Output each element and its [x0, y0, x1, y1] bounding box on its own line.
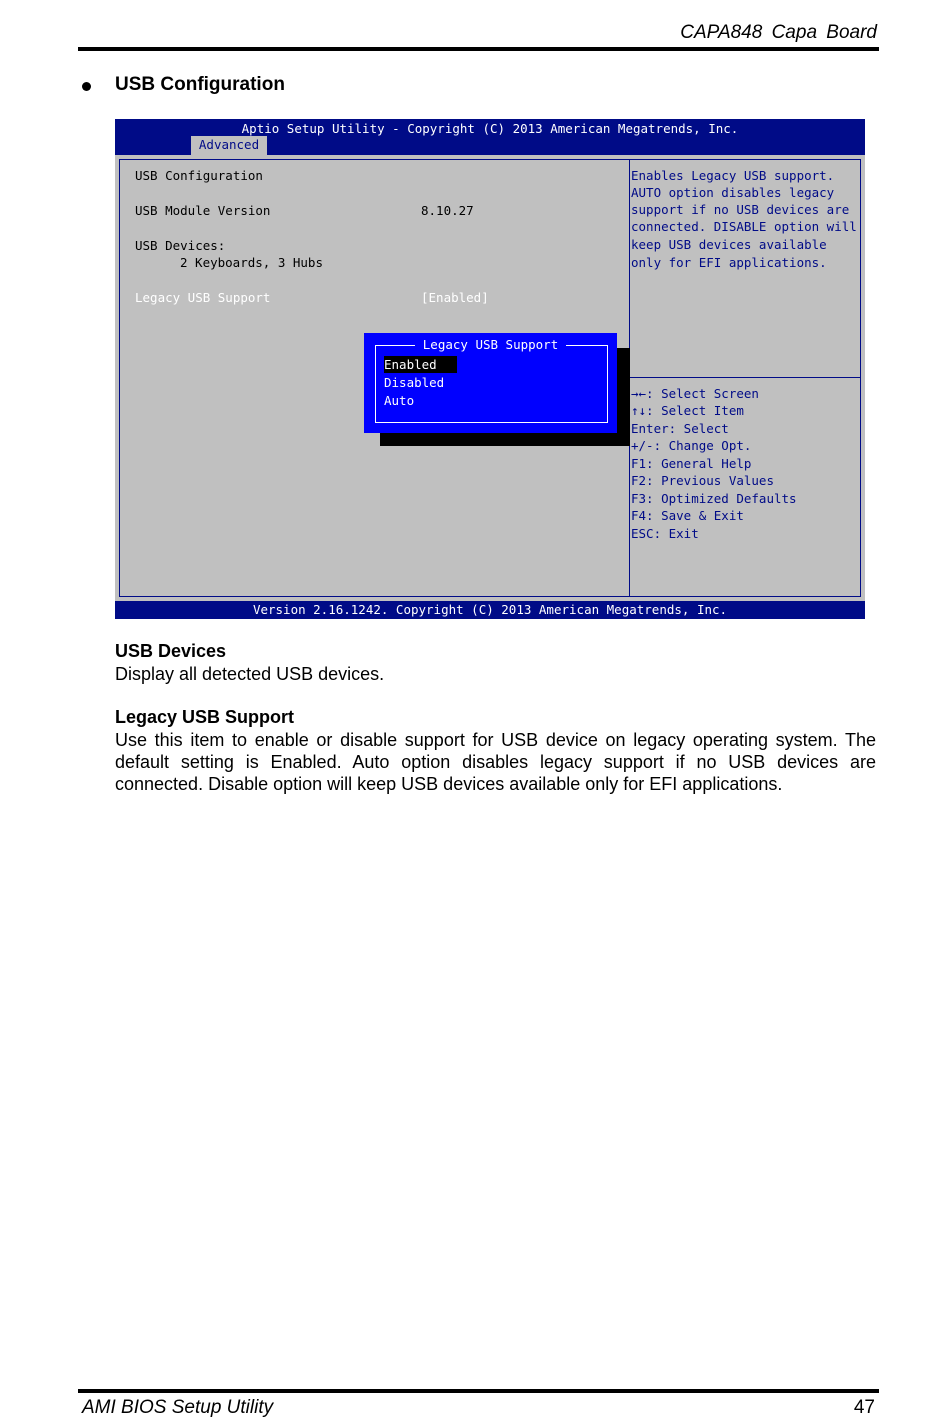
usb-module-label: USB Module Version	[135, 203, 271, 218]
legacy-usb-label[interactable]: Legacy USB Support	[135, 290, 271, 305]
bullet-icon	[82, 82, 91, 91]
key-change-opt: +/-: Change Opt.	[631, 438, 752, 453]
option-disabled[interactable]: Disabled	[384, 375, 445, 390]
key-f1: F1: General Help	[631, 456, 752, 471]
usb-devices-label: USB Devices:	[135, 238, 226, 253]
footer-title: AMI BIOS Setup Utility	[82, 1397, 274, 1418]
key-select-screen: →←: Select Screen	[631, 386, 759, 401]
key-f2: F2: Previous Values	[631, 473, 774, 488]
help-divider	[629, 377, 860, 378]
help-line: support if no USB devices are	[631, 202, 850, 217]
bios-title-bar: Aptio Setup Utility - Copyright (C) 2013 American Megatrends, Inc.	[241, 121, 739, 136]
footer-rule	[78, 1389, 879, 1393]
legacy-usb-popup	[364, 333, 617, 433]
bios-main-panel	[115, 155, 865, 601]
usb-devices-value: 2 Keyboards, 3 Hubs	[180, 255, 323, 270]
option-enabled[interactable]: Enabled	[384, 356, 457, 373]
option-auto[interactable]: Auto	[384, 393, 415, 408]
popup-title: Legacy USB Support	[415, 337, 566, 352]
help-line: keep USB devices available	[631, 237, 827, 252]
key-select-item: ↑↓: Select Item	[631, 403, 744, 418]
page-number: 47	[853, 1397, 875, 1418]
bios-heading: USB Configuration	[135, 168, 263, 183]
bios-version-bar: Version 2.16.1242. Copyright (C) 2013 American Megatrends, Inc.	[252, 602, 728, 617]
usb-devices-title: USB Devices	[115, 641, 227, 661]
section-title: USB Configuration	[115, 74, 285, 95]
header-rule	[78, 47, 879, 51]
legacy-usb-text: Use this item to enable or disable support for USB device on legacy operating system. The default setting is Enabled. Auto option disables legacy support if no USB devices are connected. Disable option will keep USB devices available only for EFI applications.	[115, 730, 876, 794]
key-esc: ESC: Exit	[631, 526, 699, 541]
page-header-title: CAPA848 Capa Board	[680, 22, 877, 43]
legacy-usb-title: Legacy USB Support	[115, 707, 295, 727]
legacy-usb-value[interactable]: [Enabled]	[421, 290, 489, 305]
key-f4: F4: Save & Exit	[631, 508, 744, 523]
key-f3: F3: Optimized Defaults	[631, 491, 797, 506]
help-line: connected. DISABLE option will	[631, 219, 857, 234]
key-enter: Enter: Select	[631, 421, 729, 436]
tab-advanced[interactable]: Advanced	[191, 136, 267, 155]
help-line: AUTO option disables legacy	[631, 185, 835, 200]
help-line: only for EFI applications.	[631, 255, 827, 270]
help-line: Enables Legacy USB support.	[631, 168, 835, 183]
usb-devices-text: Display all detected USB devices.	[115, 664, 385, 684]
bios-screenshot	[115, 119, 865, 619]
usb-module-value: 8.10.27	[421, 203, 474, 218]
